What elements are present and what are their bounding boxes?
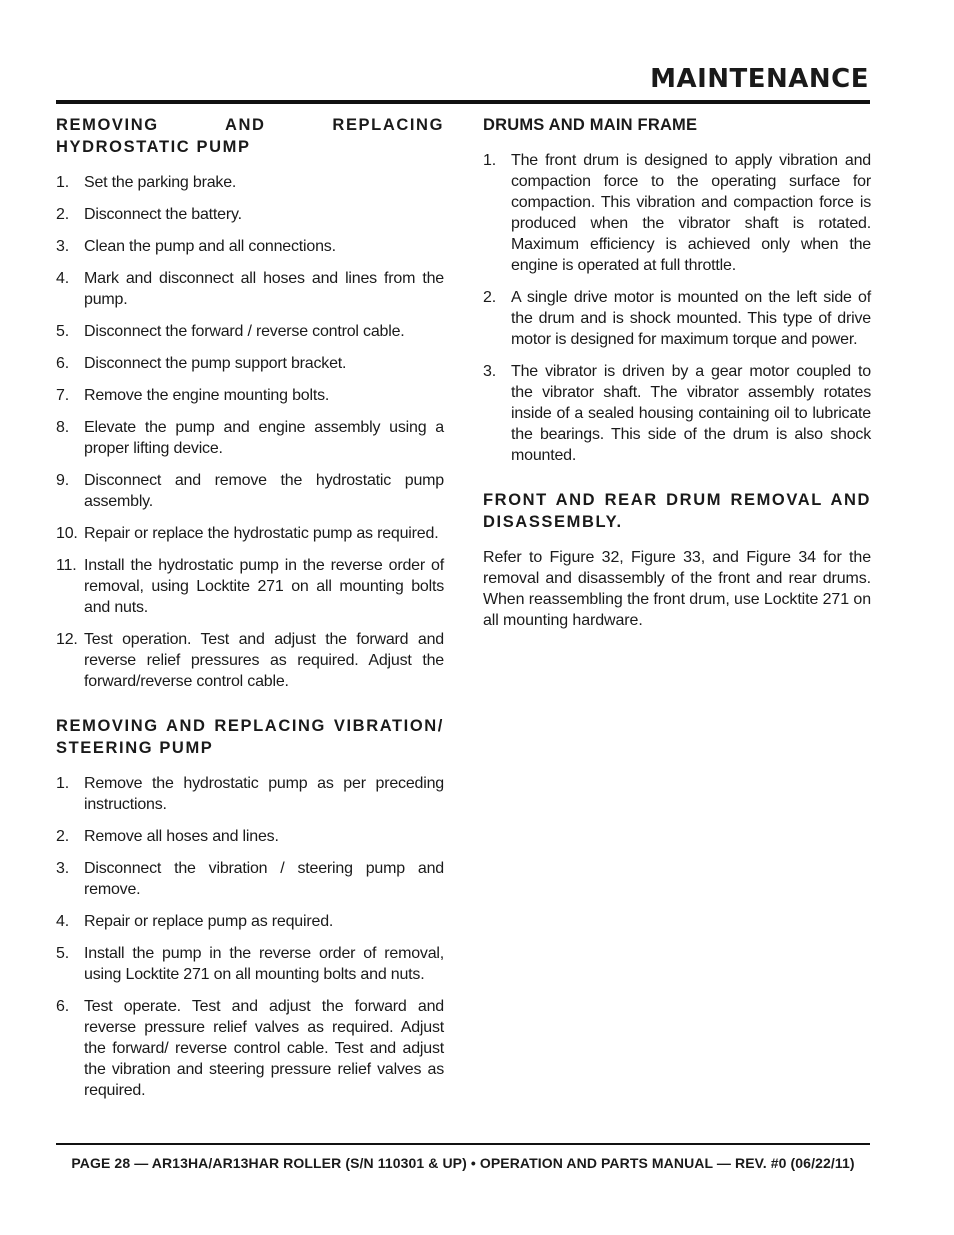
- footer-divider: [56, 1143, 870, 1145]
- list-item: [56, 523, 444, 544]
- step-text: Disconnect the pump support bracket.: [84, 355, 347, 372]
- step-text: Set the parking brake.: [84, 174, 237, 191]
- step-text: Install the pump in the reverse order of removal, using Locktite 271 on all mounting bolts and nuts.: [84, 945, 444, 983]
- list-item: [56, 353, 444, 374]
- list-item: [483, 150, 871, 276]
- list-item: [56, 268, 444, 310]
- step-number: 1.: [56, 174, 69, 191]
- step-number: 2.: [483, 289, 496, 306]
- list-item: [56, 470, 444, 512]
- step-number: 2.: [56, 828, 69, 845]
- list-item: [56, 172, 444, 193]
- step-number: 10.: [56, 525, 78, 542]
- list-item: [56, 629, 444, 692]
- right-column: [483, 114, 871, 631]
- list-item: [483, 287, 871, 350]
- page-title: MAINTENANCE: [650, 64, 869, 94]
- step-number: 6.: [56, 998, 69, 1015]
- section-heading-vibration-steering-pump: REMOVING AND REPLACING VIBRATION/ STEERING PUMP: [56, 717, 444, 757]
- step-number: 3.: [56, 238, 69, 255]
- step-text: The front drum is designed to apply vibration and compaction force to the operating surface for compaction. This vibration and compaction force is produced when the vibrator shaft is rotated. Maximum efficiency is achieved only when the engine is operated at full throttle.: [511, 152, 871, 274]
- step-text: Remove the hydrostatic pump as per preceding instructions.: [84, 775, 444, 813]
- step-number: 2.: [56, 206, 69, 223]
- step-text: Repair or replace pump as required.: [84, 913, 334, 930]
- header-divider: [56, 100, 870, 104]
- step-number: 1.: [56, 775, 69, 792]
- list-item: [56, 911, 444, 932]
- step-number: 4.: [56, 913, 69, 930]
- page-footer: PAGE 28 — AR13HA/AR13HAR ROLLER (S/N 110301 & UP) • OPERATION AND PARTS MANUAL — REV. #0 (06/22/11): [71, 1155, 855, 1171]
- list-item: [56, 773, 444, 815]
- step-text: Test operation. Test and adjust the forward and reverse relief pressures as required. Adjust the forward/reverse control cable.: [84, 631, 444, 690]
- list-item: [56, 943, 444, 985]
- list-item: [56, 826, 444, 847]
- section-heading-drum-removal: FRONT AND REAR DRUM REMOVAL AND DISASSEMBLY.: [483, 491, 871, 531]
- step-number: 7.: [56, 387, 69, 404]
- step-number: 12.: [56, 631, 78, 648]
- step-number: 3.: [56, 860, 69, 877]
- step-text: Repair or replace the hydrostatic pump as required.: [84, 525, 439, 542]
- step-number: 4.: [56, 270, 69, 287]
- step-text: Remove all hoses and lines.: [84, 828, 279, 845]
- list-item: [56, 321, 444, 342]
- step-number: 5.: [56, 323, 69, 340]
- list-item: [56, 996, 444, 1101]
- step-text: Install the hydrostatic pump in the reverse order of removal, using Locktite 271 on all mounting bolts and nuts.: [84, 557, 444, 616]
- list-item: [56, 385, 444, 406]
- list-item: [483, 361, 871, 466]
- section-heading-hydrostatic-pump: REMOVING AND REPLACING HYDROSTATIC PUMP: [56, 116, 444, 156]
- step-number: 11.: [56, 557, 77, 574]
- list-item: [56, 858, 444, 900]
- drums-main-frame-steps: [483, 150, 871, 466]
- step-number: 5.: [56, 945, 69, 962]
- step-text: Disconnect and remove the hydrostatic pump assembly.: [84, 472, 444, 510]
- list-item: [56, 417, 444, 459]
- hydrostatic-pump-steps: [56, 172, 444, 692]
- list-item: [56, 236, 444, 257]
- left-column: [56, 114, 444, 1112]
- step-text: Disconnect the battery.: [84, 206, 242, 223]
- step-text: A single drive motor is mounted on the left side of the drum and is shock mounted. This type of drive motor is designed for maximum torque and power.: [511, 289, 871, 348]
- step-text: Test operate. Test and adjust the forward and reverse pressure relief valves as required. Adjust the forward/ reverse control cable. Test and adjust the vibration and steering pressure relief valves as required.: [84, 998, 444, 1099]
- step-text: Disconnect the forward / reverse control cable.: [84, 323, 405, 340]
- step-text: Remove the engine mounting bolts.: [84, 387, 330, 404]
- list-item: [56, 555, 444, 618]
- step-text: Disconnect the vibration / steering pump and remove.: [84, 860, 444, 898]
- section-heading-drums-main-frame: DRUMS AND MAIN FRAME: [483, 116, 698, 134]
- drum-removal-paragraph: Refer to Figure 32, Figure 33, and Figure 34 for the removal and disassembly of the front and rear drums. When reassembling the front drum, use Locktite 271 on all mounting hardware.: [483, 549, 871, 629]
- step-number: 9.: [56, 472, 69, 489]
- step-text: Clean the pump and all connections.: [84, 238, 336, 255]
- vibration-steering-pump-steps: [56, 773, 444, 1101]
- step-text: The vibrator is driven by a gear motor coupled to the vibrator shaft. The vibrator assembly rotates inside of a sealed housing containing oil to lubricate the bearings. This side of the drum is also shock mounted.: [511, 363, 871, 464]
- step-number: 3.: [483, 363, 496, 380]
- step-text: Elevate the pump and engine assembly using a proper lifting device.: [84, 419, 444, 457]
- step-number: 1.: [483, 152, 496, 169]
- step-number: 6.: [56, 355, 69, 372]
- list-item: [56, 204, 444, 225]
- step-number: 8.: [56, 419, 69, 436]
- step-text: Mark and disconnect all hoses and lines from the pump.: [84, 270, 444, 308]
